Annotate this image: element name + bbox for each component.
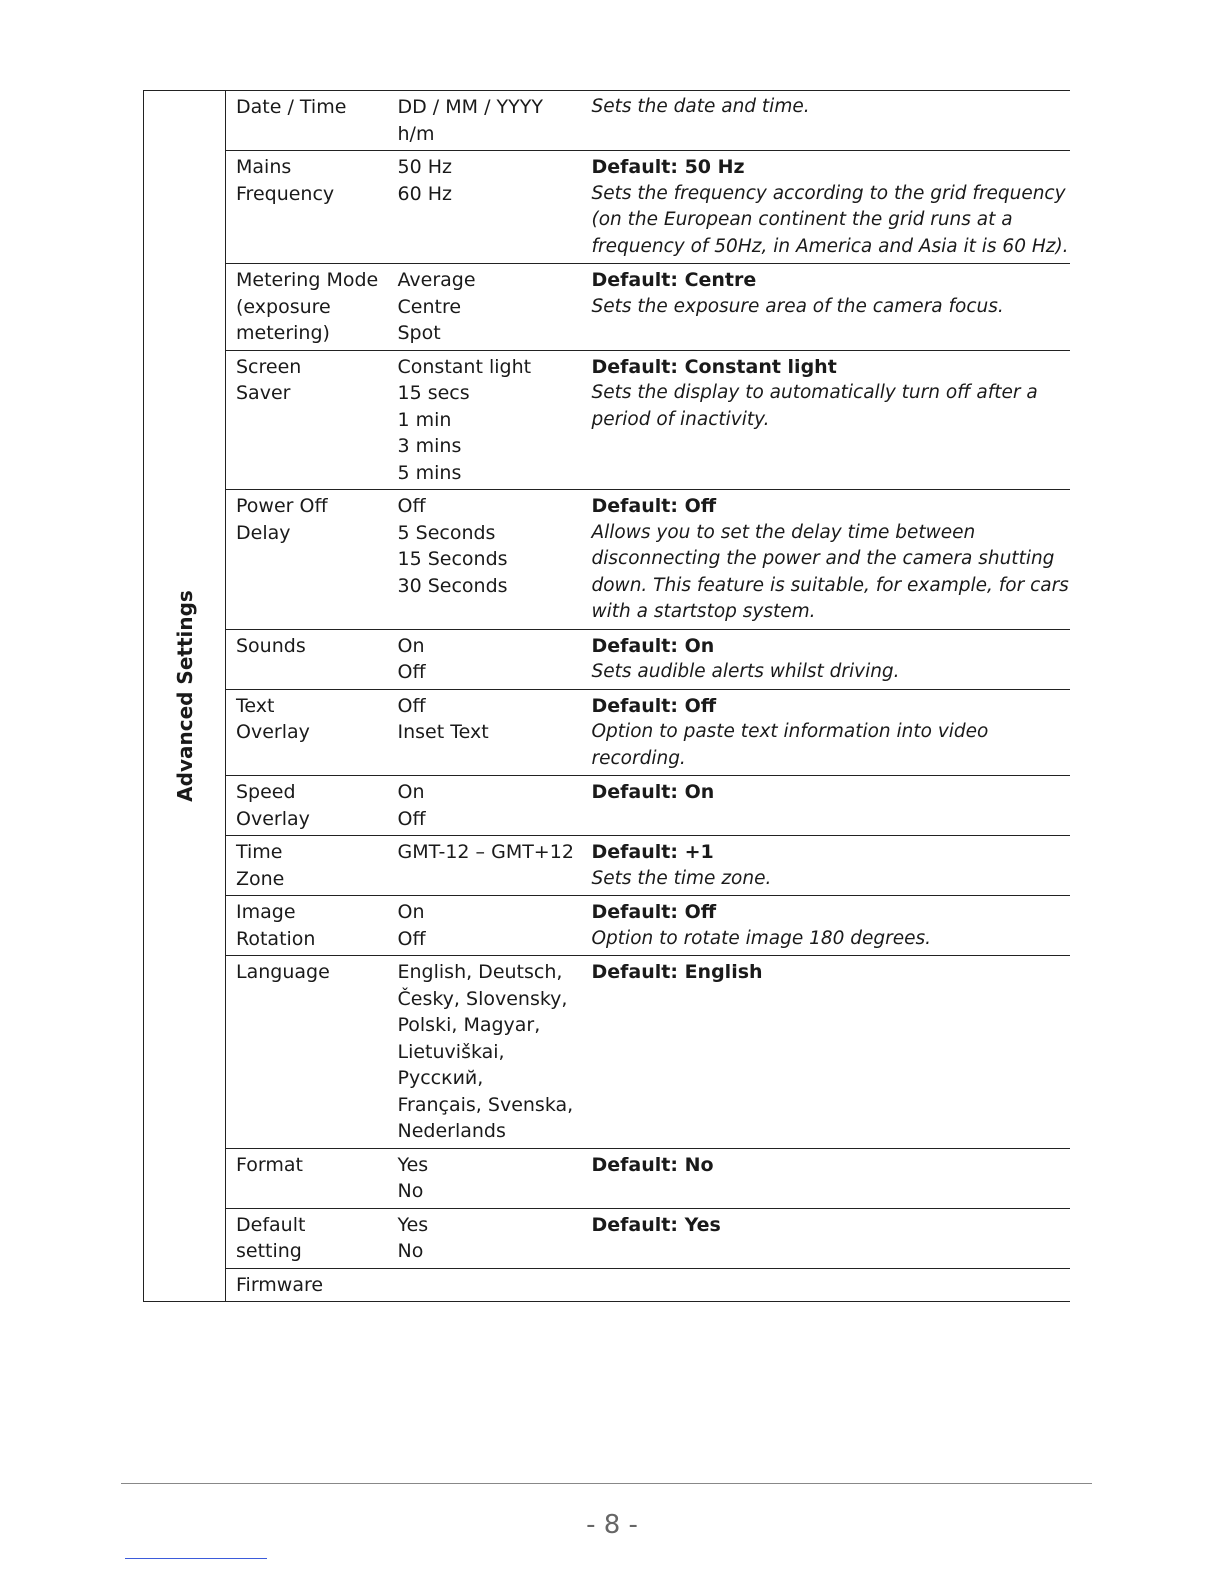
options-cell bbox=[388, 490, 582, 630]
options-cell bbox=[388, 956, 582, 1149]
default-value: Default: On bbox=[591, 634, 715, 657]
description-cell bbox=[582, 836, 1070, 896]
default-value: Default: No bbox=[591, 1153, 714, 1176]
setting-name-cell bbox=[226, 91, 388, 151]
section-label-cell bbox=[144, 91, 226, 1302]
table-row bbox=[144, 1148, 1070, 1208]
default-value: Default: Off bbox=[591, 694, 717, 717]
description-cell bbox=[582, 776, 1070, 836]
option-value: 15 secs bbox=[397, 382, 470, 404]
setting-name-line: setting bbox=[236, 1240, 302, 1262]
setting-name-line: Zone bbox=[236, 867, 285, 890]
option-value: Centre bbox=[397, 295, 462, 318]
options-cell bbox=[388, 1148, 582, 1208]
setting-name-cell bbox=[226, 151, 388, 264]
setting-name-line: Firmware bbox=[236, 1273, 324, 1296]
option-value: Yes bbox=[397, 1213, 429, 1236]
description-cell bbox=[582, 490, 1070, 630]
setting-name-line: Text bbox=[236, 694, 275, 717]
setting-name-cell bbox=[226, 689, 388, 776]
table-row bbox=[144, 776, 1070, 836]
option-value: Off bbox=[397, 661, 426, 683]
option-value: Français, Svenska, bbox=[397, 1093, 574, 1116]
option-value: h/m bbox=[397, 122, 435, 145]
setting-name-line: Frequency bbox=[236, 182, 335, 205]
description-cell bbox=[582, 896, 1070, 956]
option-value: 15 Seconds bbox=[397, 548, 508, 570]
default-value: Default: English bbox=[591, 961, 763, 983]
setting-name-line: Overlay bbox=[236, 721, 310, 743]
table-row bbox=[144, 896, 1070, 956]
setting-name-line: Sounds bbox=[236, 634, 306, 657]
default-value: Default: Yes bbox=[591, 1213, 721, 1236]
option-value: Off bbox=[397, 927, 426, 950]
setting-name-line: Format bbox=[236, 1153, 303, 1176]
option-value: On bbox=[397, 781, 425, 803]
options-cell bbox=[388, 896, 582, 956]
description-cell bbox=[582, 1268, 1070, 1302]
setting-name-cell bbox=[226, 776, 388, 836]
options-cell bbox=[388, 1208, 582, 1268]
option-value: No bbox=[397, 1240, 424, 1262]
setting-name-cell bbox=[226, 1268, 388, 1302]
table-row bbox=[144, 350, 1070, 490]
option-value: Off bbox=[397, 807, 426, 830]
options-cell bbox=[388, 1268, 582, 1302]
table-row bbox=[144, 956, 1070, 1149]
default-value: Default: Off bbox=[591, 901, 717, 923]
setting-name-line: Power Off bbox=[236, 495, 328, 517]
option-value: Lietuviškai, Русский, bbox=[397, 1040, 505, 1089]
default-value: Default: Centre bbox=[591, 269, 757, 291]
options-cell bbox=[388, 629, 582, 689]
option-value: Česky, Slovensky, bbox=[397, 987, 568, 1010]
option-value: DD / MM / YYYY bbox=[397, 96, 543, 118]
table-row bbox=[144, 91, 1070, 151]
setting-name-cell bbox=[226, 1208, 388, 1268]
setting-name-line: metering) bbox=[236, 322, 330, 344]
description-cell bbox=[582, 151, 1070, 264]
default-value: Default: +1 bbox=[591, 841, 714, 863]
option-value: 3 mins bbox=[397, 435, 462, 457]
table-row bbox=[144, 151, 1070, 264]
setting-name-cell bbox=[226, 264, 388, 351]
description-text: Option to paste text information into video recording. bbox=[591, 721, 989, 769]
setting-name-cell bbox=[226, 956, 388, 1149]
description-text: Sets the exposure area of the camera focus. bbox=[591, 295, 1004, 317]
option-value: English, Deutsch, bbox=[397, 961, 563, 983]
setting-name-cell bbox=[226, 350, 388, 490]
option-value: On bbox=[397, 634, 425, 657]
description-cell bbox=[582, 689, 1070, 776]
option-value: No bbox=[397, 1180, 424, 1202]
setting-name-line: Metering Mode bbox=[236, 269, 379, 291]
setting-name-line: Default bbox=[236, 1213, 306, 1236]
option-value: Constant light bbox=[397, 355, 532, 378]
description-text: Sets the frequency according to the grid frequency (on the European continent the grid runs at a frequency of 50Hz, in America and Asia it is 60 Hz). bbox=[591, 182, 1069, 257]
setting-name-line: Image bbox=[236, 901, 296, 923]
description-text: Sets the date and time. bbox=[591, 96, 810, 117]
setting-name-line: Language bbox=[236, 961, 330, 983]
default-value: Default: Off bbox=[591, 495, 717, 517]
table-row bbox=[144, 1208, 1070, 1268]
option-value: 30 Seconds bbox=[397, 574, 508, 597]
options-cell bbox=[388, 151, 582, 264]
table-body bbox=[144, 91, 1070, 1302]
settings-table bbox=[143, 90, 1070, 1302]
options-cell bbox=[388, 264, 582, 351]
option-value: 50 Hz bbox=[397, 156, 452, 178]
description-cell bbox=[582, 629, 1070, 689]
description-cell bbox=[582, 350, 1070, 490]
default-value: Default: Constant light bbox=[591, 355, 837, 378]
setting-name-line: Overlay bbox=[236, 807, 310, 830]
options-cell bbox=[388, 91, 582, 151]
option-value: Spot bbox=[397, 322, 441, 344]
description-cell bbox=[582, 1148, 1070, 1208]
page-number: - 8 - bbox=[586, 1510, 638, 1540]
options-cell bbox=[388, 776, 582, 836]
setting-name-line: Delay bbox=[236, 521, 291, 544]
option-value: 5 mins bbox=[397, 461, 462, 484]
setting-name-line: Date / Time bbox=[236, 96, 347, 118]
option-value: Polski, Magyar, bbox=[397, 1014, 541, 1036]
description-text: Option to rotate image 180 degrees. bbox=[591, 927, 932, 949]
option-value: Off bbox=[397, 694, 426, 717]
setting-name-cell bbox=[226, 629, 388, 689]
description-cell bbox=[582, 264, 1070, 351]
setting-name-line: Saver bbox=[236, 382, 291, 404]
option-value: 60 Hz bbox=[397, 182, 452, 205]
option-value: GMT-12 – GMT+12 bbox=[397, 841, 574, 863]
description-text: Allows you to set the delay time between disconnecting the power and the camera shutting down. This feature is suitable, for example, for cars with a startstop system. bbox=[591, 521, 1069, 622]
options-cell bbox=[388, 350, 582, 490]
options-cell bbox=[388, 836, 582, 896]
description-cell bbox=[582, 956, 1070, 1149]
section-title: Advanced Settings bbox=[172, 590, 197, 802]
description-text: Sets the time zone. bbox=[591, 867, 772, 889]
default-value: Default: 50 Hz bbox=[591, 156, 745, 178]
option-value: Yes bbox=[397, 1153, 429, 1176]
description-text: Sets audible alerts whilst driving. bbox=[591, 661, 900, 682]
options-cell bbox=[388, 689, 582, 776]
option-value: 5 Seconds bbox=[397, 521, 496, 544]
setting-name-line: Mains bbox=[236, 156, 292, 178]
setting-name-line: Screen bbox=[236, 355, 302, 378]
option-value: On bbox=[397, 901, 425, 923]
option-value: Off bbox=[397, 495, 426, 517]
table-row bbox=[144, 629, 1070, 689]
option-value: 1 min bbox=[397, 408, 452, 431]
table-row bbox=[144, 264, 1070, 351]
corner-link-underline bbox=[125, 1558, 267, 1559]
setting-name-cell bbox=[226, 1148, 388, 1208]
option-value: Nederlands bbox=[397, 1120, 506, 1142]
table-row bbox=[144, 1268, 1070, 1302]
description-cell bbox=[582, 91, 1070, 151]
option-value: Average bbox=[397, 269, 476, 291]
setting-name-line: Time bbox=[236, 841, 283, 863]
setting-name-cell bbox=[226, 836, 388, 896]
setting-name-line: Rotation bbox=[236, 927, 316, 950]
description-cell bbox=[582, 1208, 1070, 1268]
footer-divider bbox=[121, 1483, 1092, 1484]
setting-name-line: (exposure bbox=[236, 295, 331, 318]
setting-name-cell bbox=[226, 490, 388, 630]
default-value: Default: On bbox=[591, 781, 715, 803]
option-value: Inset Text bbox=[397, 721, 489, 743]
table-row bbox=[144, 490, 1070, 630]
table-row bbox=[144, 689, 1070, 776]
setting-name-cell bbox=[226, 896, 388, 956]
description-text: Sets the display to automatically turn off after a period of inactivity. bbox=[591, 382, 1038, 430]
setting-name-line: Speed bbox=[236, 781, 296, 803]
table-row bbox=[144, 836, 1070, 896]
